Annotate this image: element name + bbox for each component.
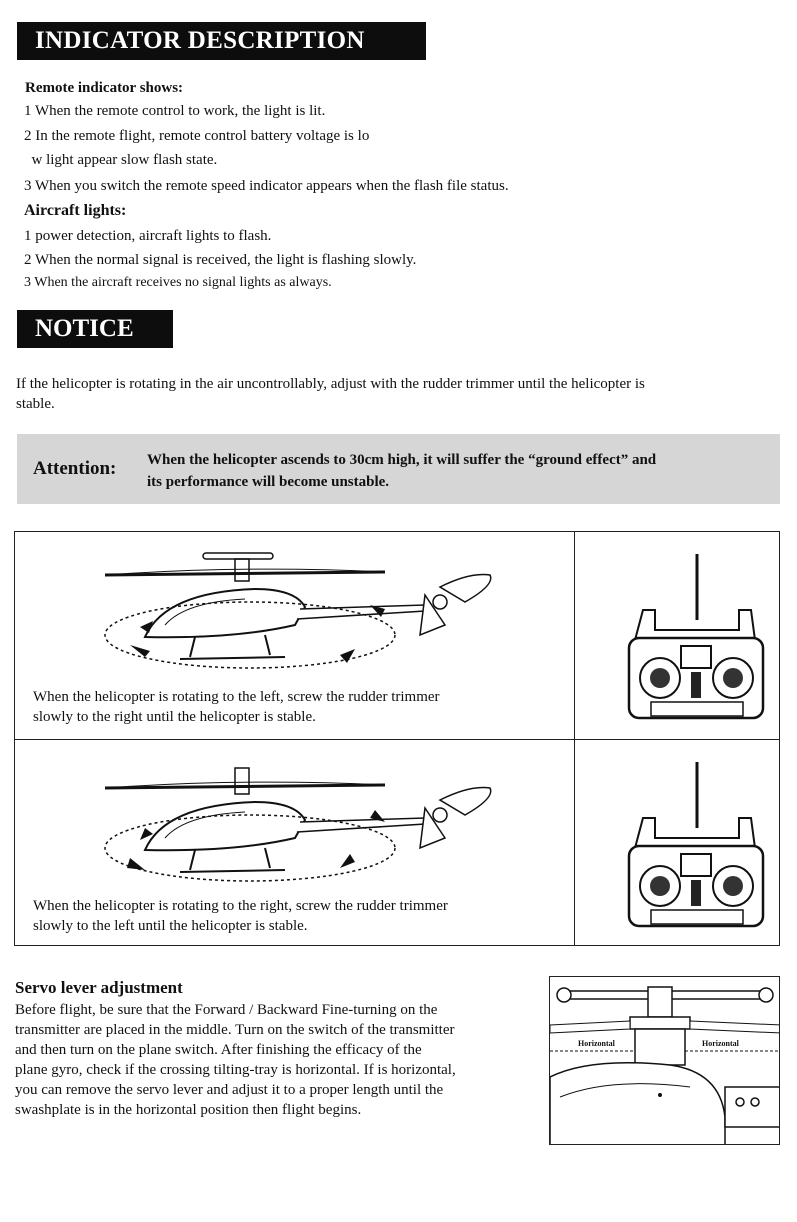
remote-line-2: 2 In the remote flight, remote control battery voltage is lo [24, 128, 370, 144]
servo-line-4: plane gyro, check if the crossing tilting-tray is horizontal. If is horizontal, [15, 1062, 456, 1078]
attention-label: Attention: [33, 458, 117, 479]
row2-caption-line2: slowly to the left until the helicopter is stable. [33, 918, 308, 934]
attention-box [17, 434, 780, 504]
servo-line-6: swashplate is in the horizontal position then flight begins. [15, 1102, 362, 1118]
indicator-heading: INDICATOR DESCRIPTION [17, 22, 426, 60]
row2-caption-line1: When the helicopter is rotating to the right, screw the rudder trimmer [33, 898, 448, 914]
helicopter-rotating-right-illustration [85, 760, 505, 895]
aircraft-line-3: 3 When the aircraft receives no signal lights as always. [24, 275, 332, 290]
transmitter-illustration-2 [615, 758, 775, 938]
swashplate-drawing [550, 977, 780, 1145]
servo-line-3: and then turn on the plane switch. After finishing the efficacy of the [15, 1042, 422, 1058]
remote-line-1: 1 When the remote control to work, the light is lit. [24, 103, 326, 119]
notice-paragraph-line1: If the helicopter is rotating in the air uncontrollably, adjust with the rudder trimmer until the helicopter is [16, 376, 645, 392]
notice-paragraph-line2: stable. [16, 396, 55, 412]
helicopter-rotating-left-illustration [85, 547, 505, 682]
attention-line1: When the helicopter ascends to 30cm high, it will suffer the “ground effect” and [147, 452, 657, 468]
aircraft-line-2: 2 When the normal signal is received, the light is flashing slowly. [24, 252, 417, 268]
remote-indicator-title: Remote indicator shows: [25, 80, 184, 96]
row1-caption-line1: When the helicopter is rotating to the left, screw the rudder trimmer [33, 689, 440, 705]
servo-line-1: Before flight, be sure that the Forward / Backward Fine-turning on the [15, 1002, 438, 1018]
notice-heading: NOTICE [17, 310, 173, 348]
remote-line-3: w light appear slow flash state. [24, 152, 218, 168]
attention-line2: its performance will become unstable. [147, 474, 390, 490]
row1-caption-line2: slowly to the right until the helicopter is stable. [33, 709, 316, 725]
horizontal-label-left: Horizontal [578, 1039, 615, 1048]
horizontal-label-right: Horizontal [702, 1039, 739, 1048]
rudder-trim-table [14, 531, 780, 946]
swashplate-illustration [549, 976, 780, 1145]
aircraft-lights-title: Aircraft lights: [24, 202, 127, 219]
servo-title: Servo lever adjustment [15, 978, 183, 997]
remote-line-4: 3 When you switch the remote speed indicator appears when the flash file status. [24, 178, 509, 194]
servo-line-5: you can remove the servo lever and adjust it to a proper length until the [15, 1082, 444, 1098]
aircraft-line-1: 1 power detection, aircraft lights to flash. [24, 228, 272, 244]
attention-text [147, 449, 767, 493]
table-column-divider [574, 532, 575, 945]
transmitter-illustration-1 [615, 550, 775, 730]
servo-line-2: transmitter are placed in the middle. Turn on the switch of the transmitter [15, 1022, 455, 1038]
table-row-divider [15, 739, 779, 740]
